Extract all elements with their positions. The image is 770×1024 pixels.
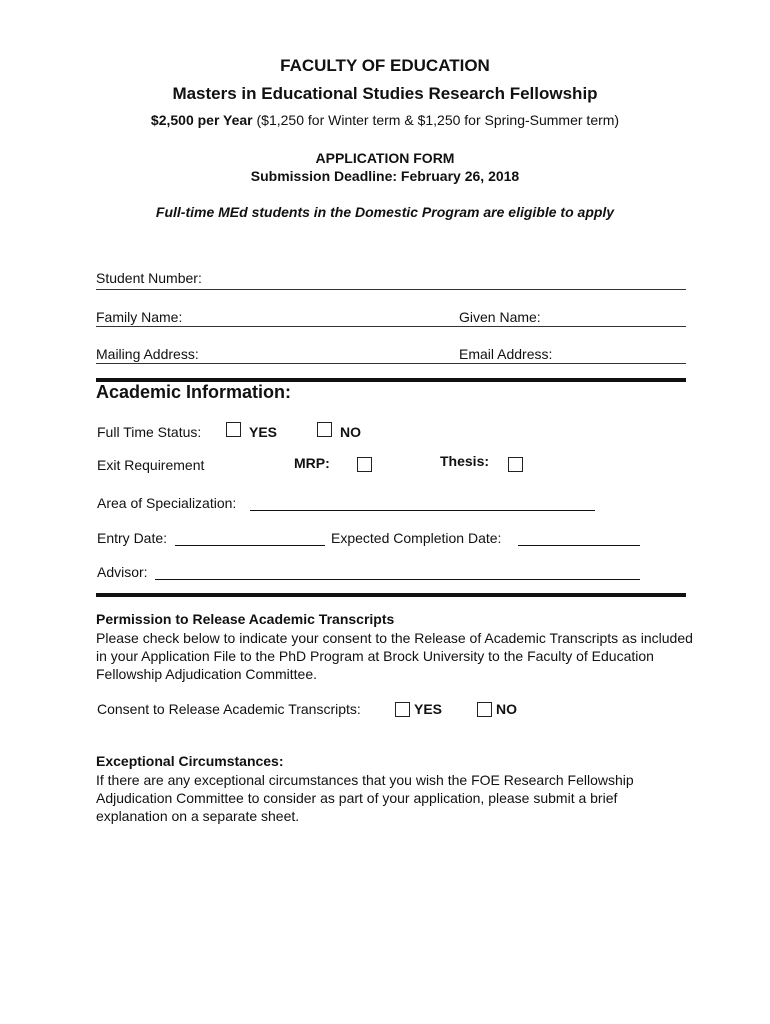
mrp-label: MRP: [294, 455, 330, 471]
name-field[interactable] [96, 326, 686, 327]
entry-date-label: Entry Date: [97, 530, 168, 546]
thesis-checkbox[interactable] [508, 457, 523, 472]
consent-yes-checkbox[interactable] [395, 702, 410, 717]
form-title: APPLICATION FORM [315, 150, 455, 166]
full-time-no-checkbox[interactable] [317, 422, 332, 437]
consent-no-label: NO [496, 701, 517, 717]
mrp-checkbox[interactable] [357, 457, 372, 472]
fellowship-amount [0, 112, 770, 128]
mailing-address-label: Mailing Address: [96, 346, 199, 362]
amount-bold: $2,500 per Year [150, 112, 253, 128]
family-name-label: Family Name: [96, 309, 183, 325]
student-number-field[interactable] [96, 289, 686, 290]
full-time-yes-label: YES [249, 424, 278, 440]
transcripts-body: Please check below to indicate your consent to the Release of Academic Transcripts as included in your Application File to the PhD Program at Brock University to the Faculty of Education Fellowship Adjudication Committee. [96, 630, 693, 682]
program-title: Masters in Educational Studies Research Fellowship [172, 84, 598, 103]
exceptional-body: If there are any exceptional circumstances that you wish the FOE Research Fellowship Adjudication Committee to consider as part of your application, please submit a brief explanation on a separate sheet. [96, 772, 634, 824]
consent-yes-label: YES [414, 701, 443, 717]
advisor-label: Advisor: [97, 564, 148, 580]
full-time-yes-checkbox[interactable] [226, 422, 241, 437]
address-field[interactable] [96, 363, 686, 364]
section-divider-2 [96, 593, 686, 597]
consent-label: Consent to Release Academic Transcripts: [97, 701, 361, 717]
academic-heading: Academic Information: [96, 382, 292, 402]
full-time-label: Full Time Status: [97, 424, 202, 440]
faculty-title: FACULTY OF EDUCATION [280, 56, 490, 75]
given-name-label: Given Name: [459, 309, 541, 325]
submission-deadline: Submission Deadline: February 26, 2018 [250, 168, 520, 184]
advisor-field[interactable] [155, 579, 640, 580]
exceptional-heading: Exceptional Circumstances: [96, 753, 284, 769]
student-number-label: Student Number: [96, 270, 202, 286]
thesis-label: Thesis: [440, 453, 490, 469]
full-time-no-label: NO [340, 424, 361, 440]
specialization-field[interactable] [250, 510, 595, 511]
completion-date-label: Expected Completion Date: [331, 530, 502, 546]
entry-date-field[interactable] [175, 545, 325, 546]
exit-requirement-label: Exit Requirement [97, 457, 205, 473]
email-address-label: Email Address: [459, 346, 553, 362]
eligibility-note: Full-time MEd students in the Domestic Program are eligible to apply [155, 204, 615, 220]
specialization-label: Area of Specialization: [97, 495, 237, 511]
consent-no-checkbox[interactable] [477, 702, 492, 717]
amount-detail: ($1,250 for Winter term & $1,250 for Spring-Summer term) [256, 112, 620, 128]
completion-date-field[interactable] [518, 545, 640, 546]
transcripts-heading: Permission to Release Academic Transcripts [96, 611, 395, 627]
